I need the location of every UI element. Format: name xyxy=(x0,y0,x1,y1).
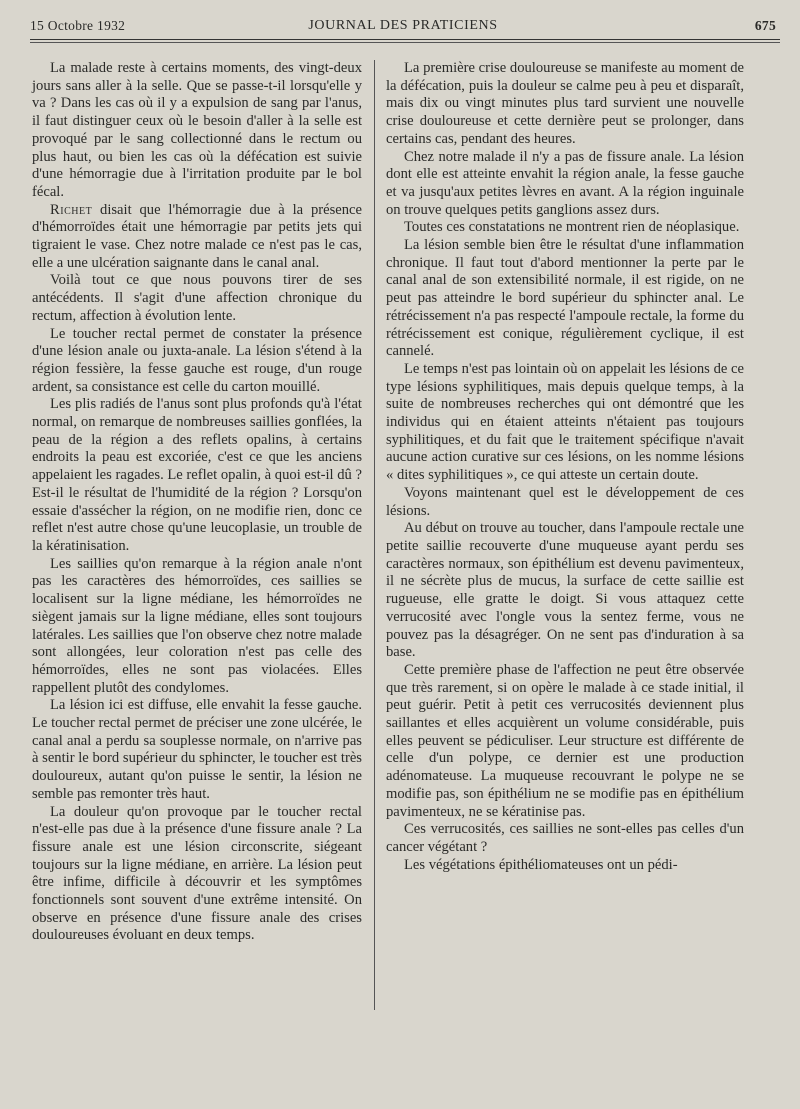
paragraph: Ces verrucosités, ces saillies ne sont-elles pas celles d'un cancer végétant ? xyxy=(386,821,744,855)
paragraph: Les saillies qu'on remarque à la région anale n'ont pas les caractères des hémorroïdes, ces saillies se localisent sur la ligne médiane, les hémorroïdes ne siègent jamais sur la ligne médiane, elles sont toujours latérales. Les saillies que l'on observe chez notre malade sont allongées, leur coloration n'est pas celle des hémorroïdes, elles ne sont pas violacées. Elles rappellent plutôt des condylomes. xyxy=(32,555,362,696)
paragraph: Chez notre malade il n'y a pas de fissure anale. La lésion dont elle est atteinte envahit la région anale, la fesse gauche et va jusqu'aux petites lèvres en avant. A la région inguinale on trouve quelques petits ganglions assez durs. xyxy=(386,148,744,218)
paragraph: Les végétations épithéliomateuses ont un pédi- xyxy=(404,856,678,873)
paragraph: Le toucher rectal permet de constater la présence d'une lésion anale ou juxta-anale. La lésion s'étend à la région fessière, la fesse gauche est rouge, d'un rouge ardent, sa consistance est celle du carton mouillé. xyxy=(32,325,362,395)
paragraph: Cette première phase de l'affection ne peut être observée que très rarement, si on opère le malade à ce stade initial, il peut guérir. Petit à petit ces verrucosités deviennent plus saillantes et elles acquièrent un volume considérable, puis elles peuvent se pédiculiser. Leur structure est différente de celle d'un polype, ce dernier est une production adénomateuse. La muqueuse recouvrant le polype ne se modifie pas, son épithélium ne se modifie pas en épithélium pavimenteux, ne se kératinise pas. xyxy=(386,661,744,820)
page-number: 675 xyxy=(754,18,776,33)
paragraph: Les plis radiés de l'anus sont plus profonds qu'à l'état normal, on remarque de nombreuses saillies gonflées, la peau de la région a des reflets opalins, à certains endroits la peau est excoriée, c'est ce que les anciens appelaient les ragades. Le reflet opalin, à quoi est-il dû ? Est-il le résultat de l'humidité de la région ? Lorsqu'on essaie d'assécher la région, on ne modifie rien, donc ce reflet n'est autre chose qu'une leucoplasie, un trouble de la kératinisation. xyxy=(32,396,362,554)
paragraph: La douleur qu'on provoque par le toucher rectal n'est-elle pas due à la présence d'une fissure anale ? La fissure anale est une lésion circonscrite, siégeant toujours sur la ligne médiane, en arrière. La lésion peut être infime, difficile à découvrir et les symptômes fonctionnels sont souvent d'une extrême intensité. On observe en présence d'une fissure anale des crises douloureuses évoluant en deux temps. xyxy=(32,803,362,944)
right-column xyxy=(386,60,744,874)
header-rule-thin xyxy=(30,42,780,43)
paragraph: La lésion semble bien être le résultat d'une inflammation chronique. Il faut tout d'abord mentionner la perte par le canal anal de son extensibilité normale, il est rigide, on ne peut pas atteindre le bord supérieur du sphincter anal. Le rétrécissement n'a pas respecté l'ampoule rectale, la forme du rétrécissement est conique, régulièrement cyclique, il est cannelé. xyxy=(386,237,744,360)
paragraph: Au début on trouve au toucher, dans l'ampoule rectale une petite saillie recouverte d'une muqueuse ayant perdu ses caractères normaux, son épithélium est devenu pavimenteux, il ne sécrète plus de mucus, la surface de cette saillie est rugueuse, elle gratte le doigt. Si vous attaquez cette verrucosité avec l'ongle vous la sentez ferme, vous ne pouvez pas la désagréger. On ne sent pas d'induration à sa base. xyxy=(386,520,744,661)
paragraph: La lésion ici est diffuse, elle envahit la fesse gauche. Le toucher rectal permet de préciser une zone ulcérée, le canal anal a perdu sa souplesse normale, on n'arrive pas à sentir le bord supérieur du sphincter, le toucher est très douloureux, autant qu'on puisse le sentir, la lésion ne semble pas remonter très haut. xyxy=(32,697,362,802)
paragraph: La première crise douloureuse se manifeste au moment de la défécation, puis la douleur se calme peu à peu et disparaît, mais dix ou vingt minutes plus tard survient une nouvelle crise douloureuse et cette dernière peut se prolonger, dans certains cas, pendant des heures. xyxy=(386,60,744,147)
header-rule xyxy=(30,39,780,40)
running-header xyxy=(30,18,776,40)
left-column xyxy=(32,60,362,945)
author-name: Richet xyxy=(50,201,93,218)
paragraph xyxy=(32,202,362,273)
journal-title: JOURNAL DES PRATICIENS xyxy=(308,18,498,33)
paragraph: Voyons maintenant quel est le développement de ces lésions. xyxy=(386,484,744,519)
column-divider xyxy=(374,60,375,1010)
paragraph: Le temps n'est pas lointain où on appelait les lésions de ce type lésions syphilitiques, mais depuis quelque temps, à la suite de nombreuses recherches qui ont démontré que les individus qui en étaient atteints n'étaient pas toujours syphilitiques, et du fait que le traitement spécifique n'avait aucune action curative sur ces lésions, on les nomme lésions « dites syphilitiques », ce qui atteste un certain doute. xyxy=(386,360,744,484)
paragraph: La malade reste à certains moments, des vingt-deux jours sans aller à la selle. Que se passe-t-il lorsqu'elle y va ? Dans les cas où il y a expulsion de sang par l'anus, il faut distinguer ceux où le besoin d'aller à la selle est provoqué par le sang collectionné dans le rectum ou plus haut, ou bien les cas où la défécation est suivie d'une hémorragie due à l'irritation produite par le bol fécal. xyxy=(32,60,362,200)
paragraph: Toutes ces constatations ne montrent rien de néoplasique. xyxy=(404,219,740,236)
paragraph: Voilà tout ce que nous pouvons tirer de ses antécédents. Il s'agit d'une affection chronique du rectum, affection à évolution lente. xyxy=(32,272,362,324)
issue-date: 15 Octobre 1932 xyxy=(30,18,126,33)
paragraph-text: disait que l'hémorragie due à la présence d'hémorroïdes était une hémorragie par petits jets qui tigraient le vase. Chez notre malade ce n'est pas le cas, elle a une ulcération saignante dans le canal anal. xyxy=(32,201,362,271)
